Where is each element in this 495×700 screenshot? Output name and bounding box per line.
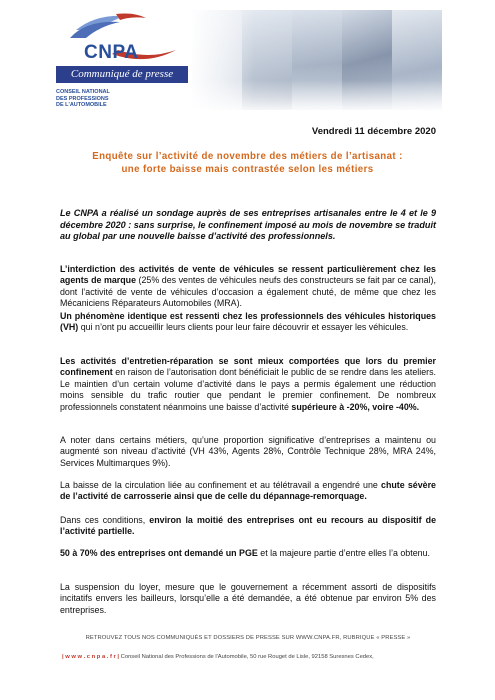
paragraph-dealers-text: (25% des ventes de véhicules neufs des constructeurs se fait par ce canal), dont l’activité de vente de véhicules d’occasion a également chuté, de même que chez les Mécaniciens Réparateurs Automobiles (MRA). [60, 275, 436, 309]
paragraph-maintenance-bold: Les activités d’entretien-réparation se sont mieux comportées que lors du premier confinement [60, 356, 436, 378]
paragraph-partial-activity [60, 515, 436, 538]
paragraph-maintenance-text: en raison de l’autorisation dont bénéficiait le public de se rendre dans les ateliers. Le maintien d’un certain volume d’activité dans le pays a permis également une réduction moins sensible du trafic routier que pendant le premier confinement. De nombreux professionnels constatent néanmoins une baisse d’activité [60, 367, 436, 412]
paragraph-historic-bold: Un phénomène identique est ressenti chez les professionnels des véhicules historiques (VH) [60, 311, 436, 333]
paragraph-rent-suspension: La suspension du loyer, mesure que le gouvernement a récemment assorti de dispositifs incitatifs envers les bailleurs, lorsqu’elle a été demandée, a été obtenue par environ 5% des entreprises. [60, 582, 436, 615]
paragraph-pge [60, 548, 436, 559]
logo-text: CNPA [84, 42, 139, 63]
paragraph-maintained-activity: A noter dans certains métiers, qu’une proportion significative d’entreprises a maintenu ou augmenté son niveau d’activité (VH 43%, Agents 28%, Contrôle Technique 28%, MRA 24%, Services Multimarques 9%). [60, 435, 436, 468]
headline-line-1: Enquête sur l’activité de novembre des métiers de l’artisanat : [92, 151, 403, 162]
paragraph-historic-vehicles [60, 311, 436, 334]
paragraph-historic-text: qui n’ont pu accueillir leurs clients pour leur faire découvrir et essayer les véhicules. [78, 322, 409, 333]
paragraph-maintenance [60, 356, 436, 413]
paragraph-bodywork-bold: chute sévère de l’activité de carrosserie ainsi que de celle du dépannage-remorquage. [60, 480, 436, 502]
cnpa-logo[interactable] [56, 10, 188, 110]
paragraph-pge-text: et la majeure partie d’entre elles l’a obtenu. [257, 548, 430, 558]
header-photo-strip [192, 10, 442, 110]
press-date: Vendredi 11 décembre 2020 [311, 126, 436, 137]
footer-address-line [62, 654, 442, 660]
header [0, 0, 495, 118]
council-line: DE L'AUTOMOBILE [56, 102, 107, 108]
paragraph-dealers-bold: L’interdiction des activités de vente de véhicules se ressent particulièrement chez les agents de marque [60, 264, 436, 286]
paragraph-dealers [60, 264, 436, 310]
footer-address: Conseil National des Professions de l'Automobile, 50 rue Rouget de Lisle, 92158 Suresnes Cedex, [119, 654, 374, 660]
headline [60, 150, 435, 176]
footer-press-link-note: RETROUVEZ TOUS NOS COMMUNIQUÉS ET DOSSIERS DE PRESSE SUR WWW.CNPA.FR, RUBRIQUE « PRESSE » [85, 635, 411, 641]
council-line: CONSEIL NATIONAL [56, 89, 110, 95]
council-line: DES PROFESSIONS [56, 95, 109, 102]
paragraph-bodywork-text: La baisse de la circulation liée au confinement et au télétravail a engendré une [60, 480, 382, 490]
intro-paragraph: Le CNPA a réalisé un sondage auprès de ses entreprises artisanales entre le 4 et le 9 décembre 2020 : sans surprise, le confinement imposé au mois de novembre se traduit au global par une nouvelle baisse d’activité des professionnels. [60, 208, 437, 242]
council-name [56, 89, 188, 109]
paragraph-pge-bold: 50 à 70% des entreprises ont demandé un PGE [60, 548, 258, 558]
press-release-banner: Communiqué de presse [56, 66, 188, 83]
paragraph-bodywork [60, 480, 436, 503]
paragraph-partial-text: Dans ces conditions, [60, 515, 150, 525]
paragraph-partial-bold: environ la moitié des entreprises ont eu recours au dispositif de l’activité partielle. [60, 515, 437, 537]
footer-website-link[interactable]: | w w w . c n p a . f r | [62, 654, 120, 660]
headline-line-2: une forte baisse mais contrastée selon les métiers [121, 164, 374, 175]
paragraph-maintenance-bold-2: supérieure à -20%, voire -40%. [291, 401, 420, 412]
